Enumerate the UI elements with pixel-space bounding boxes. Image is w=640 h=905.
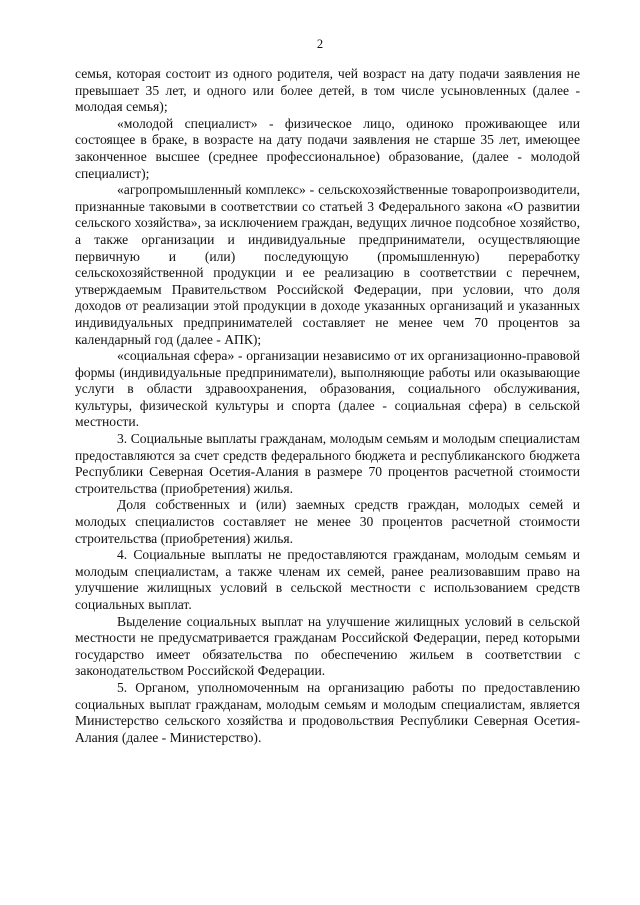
page-number: 2 — [316, 37, 324, 51]
paragraph: 4. Социальные выплаты не предоставляются гражданам, молодым семьям и молодым специалистам, а также членам их семей, ранее реализовавшим право на улучшение жилищных условий в сельской местности с использованием средств социальных выплат. — [75, 547, 580, 612]
paragraph: Доля собственных и (или) заемных средств граждан, молодых семей и молодых специалистов составляет не менее 30 процентов расчетной стоимости строительства (приобретения) жилья. — [75, 497, 580, 546]
paragraph: «агропромышленный комплекс» - сельскохозяйственные товаропроизводители, признанные таковыми в соответствии со статьей 3 Федерального закона «О развитии сельского хозяйства», за исключением граждан, ведущих личное подсобное хозяйство, а также организации и индивидуальные предприниматели, осуществляющие первичную и (или) последующую (промышленную) переработку сельскохозяйственной продукции и ее реализацию в соответствии с перечнем, утверждаемым Правительством Российской Федерации, при условии, что доля доходов от реализации этой продукции в доходе указанных организаций и указанных индивидуальных предпринимателей составляет не менее чем 70 процентов за календарный год (далее - АПК); — [75, 182, 580, 347]
paragraph: «молодой специалист» - физическое лицо, одиноко проживающее или состоящее в браке, в возрасте на дату подачи заявления не старше 35 лет, имеющее законченное высшее (среднее профессиональное) образование, (далее - молодой специалист); — [75, 115, 580, 181]
paragraph: 5. Органом, уполномоченным на организацию работы по предоставлению социальных выплат гражданам, молодым семьям и молодым специалистам, является Министерство сельского хозяйства и продовольствия Республики Северная Осетия-Алания (далее - Министерство). — [75, 679, 580, 745]
document-body — [75, 66, 580, 746]
paragraph: 3. Социальные выплаты гражданам, молодым семьям и молодым специалистам предоставляются за счет средств федерального бюджета и республиканского бюджета Республики Северная Осетия-Алания в размере 70 процентов расчетной стоимости строительства (приобретения) жилья. — [75, 431, 580, 496]
paragraph: «социальная сфера» - организации независимо от их организационно-правовой формы (индивидуальные предприниматели), выполняющие работы или оказывающие услуги в области здравоохранения, образования, социального обслуживания, культуры, физической культуры и спорта (далее - социальная сфера) в сельской местности. — [75, 348, 580, 430]
paragraph: семья, которая состоит из одного родителя, чей возраст на дату подачи заявления не превышает 35 лет, и одного или более детей, в том числе усыновленных (далее - молодая семья); — [75, 66, 580, 115]
paragraph: Выделение социальных выплат на улучшение жилищных условий в сельской местности не предусматривается гражданам Российской Федерации, перед которыми государство имеет обязательства по обеспечению жильем в соответствии с законодательством Российской Федерации. — [75, 613, 580, 679]
